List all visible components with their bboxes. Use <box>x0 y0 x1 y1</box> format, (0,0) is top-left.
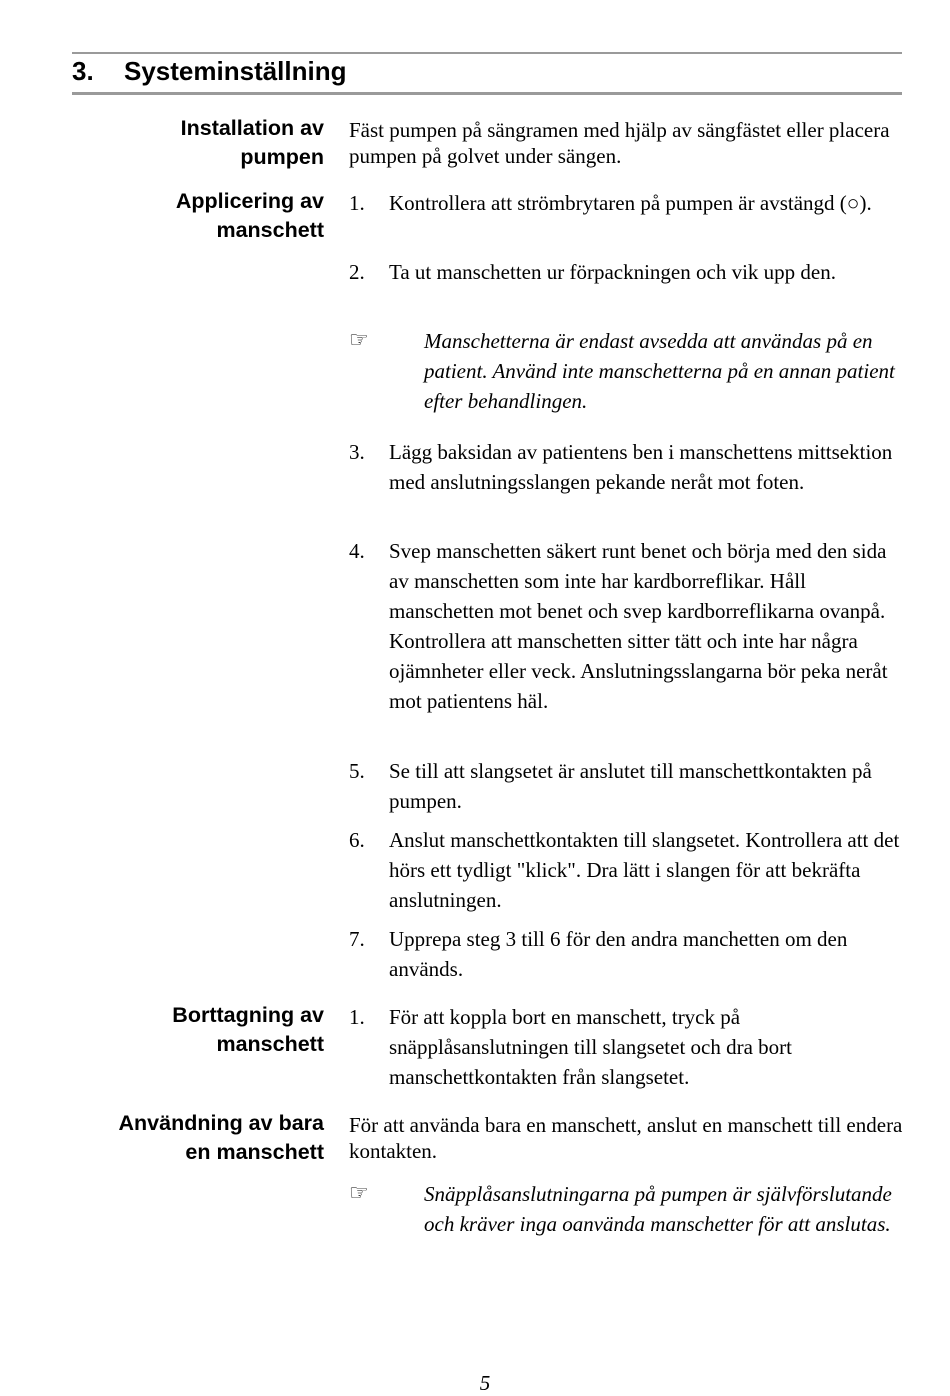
step-text: Anslut manschettkontakten till slangsetet. Kontrollera att det hörs ett tydligt "klick". Dra lätt i slangen för att bekräfta anslutningen. <box>389 828 900 912</box>
step-number: 3. <box>349 440 365 464</box>
note-text: Manschetterna är endast avsedda att användas på en patient. Använd inte manschetterna på en annan patient efter behandlingen. <box>424 329 895 413</box>
step-number: 1. <box>349 191 365 215</box>
pointing-hand-icon: ☞ <box>349 328 369 353</box>
step-text: Lägg baksidan av patientens ben i manschettens mittsektion med anslutningsslangen pekande neråt mot foten. <box>389 440 893 494</box>
step-number: 5. <box>349 759 365 783</box>
step-number: 7. <box>349 927 365 951</box>
step-text: Upprepa steg 3 till 6 för den andra manchetten om den används. <box>389 927 848 981</box>
list-item <box>349 825 909 915</box>
section-heading-en-manschett: Användning av bara en manschett <box>118 1111 324 1164</box>
section-heading-applicering: Applicering av manschett <box>175 189 324 242</box>
step-number: 6. <box>349 828 365 852</box>
section-heading-borttagning: Borttagning av manschett <box>172 1003 324 1056</box>
list-item <box>349 536 909 716</box>
chapter-title: Systeminställning <box>124 56 347 86</box>
note-text: Snäpplåsanslutningarna på pumpen är självförslutande och kräver inga oanvända manschetter för att anslutas. <box>424 1182 892 1236</box>
step-text: Svep manschetten säkert runt benet och börja med den sida av manschetten som inte har kardborreflikar. Håll manschetten mot benet och svep kardborreflikarna ovanpå. Kontrollera att manschetten sitter tätt och inte har några ojämnheter eller veck. Anslutningsslangarna bör peka neråt mot patientens häl. <box>389 539 888 713</box>
list-item <box>349 756 909 816</box>
note-en-manschett <box>349 1179 909 1239</box>
step-text: Kontrollera att strömbrytaren på pumpen är avstängd (○). <box>389 191 872 215</box>
list-item <box>349 1002 909 1092</box>
installation-text: Fäst pumpen på sängramen med hjälp av sängfästet eller placera pumpen på golvet under sängen. <box>349 118 890 168</box>
heading-rule <box>72 92 902 95</box>
top-rule <box>72 52 902 54</box>
step-text: Ta ut manschetten ur förpackningen och vik upp den. <box>389 260 836 284</box>
list-item <box>349 188 909 218</box>
pointing-hand-icon: ☞ <box>349 1181 369 1206</box>
list-item <box>349 924 909 984</box>
chapter-number: 3. <box>72 56 94 86</box>
page-number: 5 <box>479 1371 491 1395</box>
step-text: Se till att slangsetet är anslutet till manschettkontakten på pumpen. <box>389 759 872 813</box>
step-number: 4. <box>349 539 365 563</box>
section-heading-installation: Installation av pumpen <box>180 116 324 169</box>
en-manschett-text: För att använda bara en manschett, anslut en manschett till endera kontakten. <box>349 1113 903 1163</box>
list-item <box>349 257 909 287</box>
step-number: 2. <box>349 260 365 284</box>
step-text: För att koppla bort en manschett, tryck på snäpplåsanslutningen till slangsetet och dra bort manschettkontakten från slangsetet. <box>389 1005 792 1089</box>
step-number: 1. <box>349 1005 365 1029</box>
list-item <box>349 437 909 497</box>
chapter-heading <box>72 56 347 87</box>
note-applicering <box>349 326 909 416</box>
